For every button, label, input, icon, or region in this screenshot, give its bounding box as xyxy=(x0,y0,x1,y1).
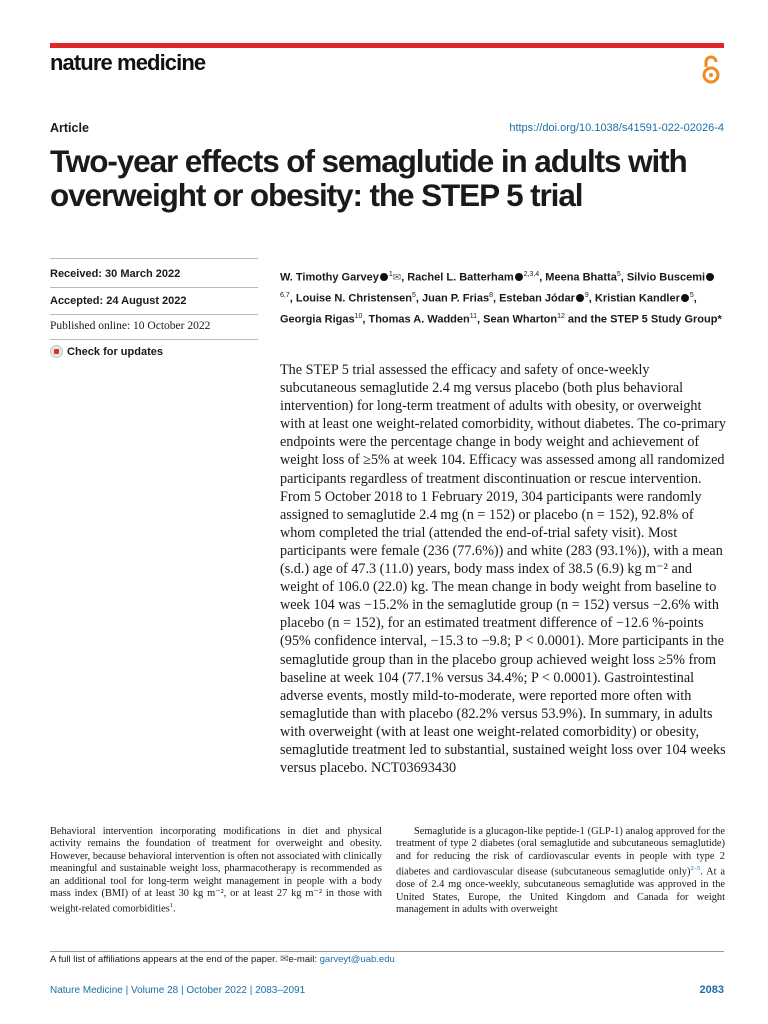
meta-divider xyxy=(50,258,258,259)
header-accent-bar xyxy=(50,43,724,48)
body-column-left xyxy=(50,826,382,916)
check-for-updates-button[interactable] xyxy=(50,345,163,358)
received-date: Received: 30 March 2022 xyxy=(50,268,181,280)
journal-name[interactable]: nature medicine xyxy=(50,50,206,75)
affiliation-ref: 5 xyxy=(616,271,621,278)
orcid-icon[interactable] xyxy=(706,273,714,281)
affiliation-ref: 5 xyxy=(411,291,416,299)
body-text: . At a dose of 2.4 mg once-weekly, subcutaneous semaglutide was approved in the United States, Europe, the United Kingdom and Canada for weight management in adults with overweight xyxy=(396,866,725,915)
affiliation-ref: 11 xyxy=(469,312,478,320)
abstract-text: The STEP 5 trial assessed the efficacy and safety of once-weekly subcutaneous semaglutide 2.4 mg versus placebo (both plus behavioral intervention) for long-term treatment of adults with obesity, or overweight with at least one weight-related comorbidity, without diabetes. The co-primary endpoints were the percentage change in body weight and achievement of weight loss of ≥5% at week 104. Efficacy was assessed among all randomized participants regardless of treatment discontinuation or rescue intervention. From 5 October 2018 to 1 February 2019, 304 participants were randomly assigned to semaglutide 2.4 mg (n = 152) or placebo (n = 152), 92.8% of whom completed the trial (attended the end-of-trial safety visit). Most participants were female (236 (77.6%)) and white (283 (93.1%)), with a mean (s.d.) age of 47.3 (11.0) years, body mass index of 38.5 (6.9) kg m⁻² and weight of 106.0 (22.0) kg. The mean change in body weight from baseline to week 104 was −15.2% in the semaglutide group (n = 152) versus −2.6% with placebo (n = 152), for an estimated treatment difference of −12.6 %-points (95% confidence interval, −15.3 to −9.8; P < 0.0001). More participants in the semaglutide group than in the placebo group achieved weight loss ≥5% from baseline at week 104 (77.1% versus 34.4%; P < 0.0001). Gastrointestinal adverse events, mostly mild-to-moderate, were reported more often with semaglutide than with placebo (82.2% versus 53.9%). In summary, in adults with overweight (with at least one weight-related comorbidity) or obesity, semaglutide treatment led to substantial, sustained weight loss over 104 weeks versus placebo. NCT03693430 xyxy=(280,362,726,777)
open-access-lock-icon xyxy=(700,54,722,86)
author-name[interactable]: , Thomas A. Wadden xyxy=(362,313,470,326)
orcid-icon[interactable] xyxy=(681,294,689,302)
meta-divider xyxy=(50,339,258,340)
author-name[interactable]: , Meena Bhatta xyxy=(539,271,617,284)
email-icon: ✉ xyxy=(280,954,289,965)
author-name[interactable]: , Louise N. Christensen xyxy=(289,292,412,305)
author-name[interactable]: , Juan P. Frias xyxy=(415,292,490,305)
affiliation-ref: 9 xyxy=(584,291,589,299)
affiliation-ref: 8 xyxy=(489,291,493,299)
citation-ref[interactable]: 2–5 xyxy=(690,865,701,873)
author-name[interactable]: W. Timothy Garvey xyxy=(280,271,379,284)
accepted-date: Accepted: 24 August 2022 xyxy=(50,295,187,307)
doi-link[interactable]: https://doi.org/10.1038/s41591-022-02026-4 xyxy=(509,122,724,134)
author-name[interactable]: , Rachel L. Batterham xyxy=(401,271,514,284)
affiliation-ref: 6,7 xyxy=(280,291,290,299)
article-type-label: Article xyxy=(50,121,89,135)
author-name[interactable]: , Esteban Jódar xyxy=(492,292,575,305)
author-list xyxy=(280,266,724,329)
orcid-icon[interactable] xyxy=(380,273,388,281)
corresponding-email-link[interactable]: garveyt@uab.edu xyxy=(319,954,395,965)
footnote xyxy=(50,954,395,965)
affiliation-ref: 1 xyxy=(388,271,393,278)
article-title: Two-year effects of semaglutide in adults with overweight or obesity: the STEP 5 trial xyxy=(50,143,687,213)
meta-divider xyxy=(50,314,258,315)
footer-citation: Nature Medicine | Volume 28 | October 2022 | 2083–2091 xyxy=(50,985,306,996)
body-column-right xyxy=(396,826,725,916)
author-name[interactable]: , Kristian Kandler xyxy=(588,292,680,305)
check-updates-label: Check for updates xyxy=(67,345,163,358)
affiliation-ref: 2,3,4 xyxy=(523,271,540,278)
affiliations-note: A full list of affiliations appears at the end of the paper. xyxy=(50,954,278,965)
meta-divider xyxy=(50,287,258,288)
body-text: Semaglutide is a glucagon-like peptide-1 (GLP-1) analog approved for the treatment of type 2 diabetes (oral semaglutide and subcutaneous semaglutide) and for reducing the risk of cardiovascular events in people with type 2 diabetes and cardiovascular disease (subcutaneous semaglutide only) xyxy=(396,826,725,878)
author-name[interactable]: , Silvio Buscemi xyxy=(620,271,706,284)
body-text: . xyxy=(173,903,176,915)
affiliation-ref: 10 xyxy=(354,312,363,320)
study-group[interactable]: and the STEP 5 Study Group* xyxy=(564,313,722,326)
abstract xyxy=(280,361,726,777)
check-updates-icon xyxy=(50,345,63,358)
affiliation-ref: 12 xyxy=(557,312,565,320)
page-number: 2083 xyxy=(699,984,724,996)
published-date: Published online: 10 October 2022 xyxy=(50,320,211,332)
email-icon[interactable]: ✉ xyxy=(392,272,402,284)
affiliation-ref: 5 xyxy=(689,291,694,299)
orcid-icon[interactable] xyxy=(515,273,523,281)
body-text: Behavioral intervention incorporating modifications in diet and physical activity remains the foundation of treatment for overweight and obesity. However, because behavioral intervention is often not associated with clinically meaningful and sustainable weight loss, pharmacotherapy is recommended as an additional tool for long-term weight management in people with a body mass index (BMI) of at least 30 kg m⁻², or at least 27 kg m⁻² in those with weight-related comorbidities xyxy=(50,826,382,915)
email-label: e-mail: xyxy=(288,954,320,965)
author-name[interactable]: , Sean Wharton xyxy=(477,313,558,326)
author-name[interactable]: , Georgia Rigas xyxy=(280,292,697,326)
orcid-icon[interactable] xyxy=(576,294,584,302)
citation-ref[interactable]: 1 xyxy=(169,902,173,910)
footnote-divider xyxy=(50,951,724,952)
